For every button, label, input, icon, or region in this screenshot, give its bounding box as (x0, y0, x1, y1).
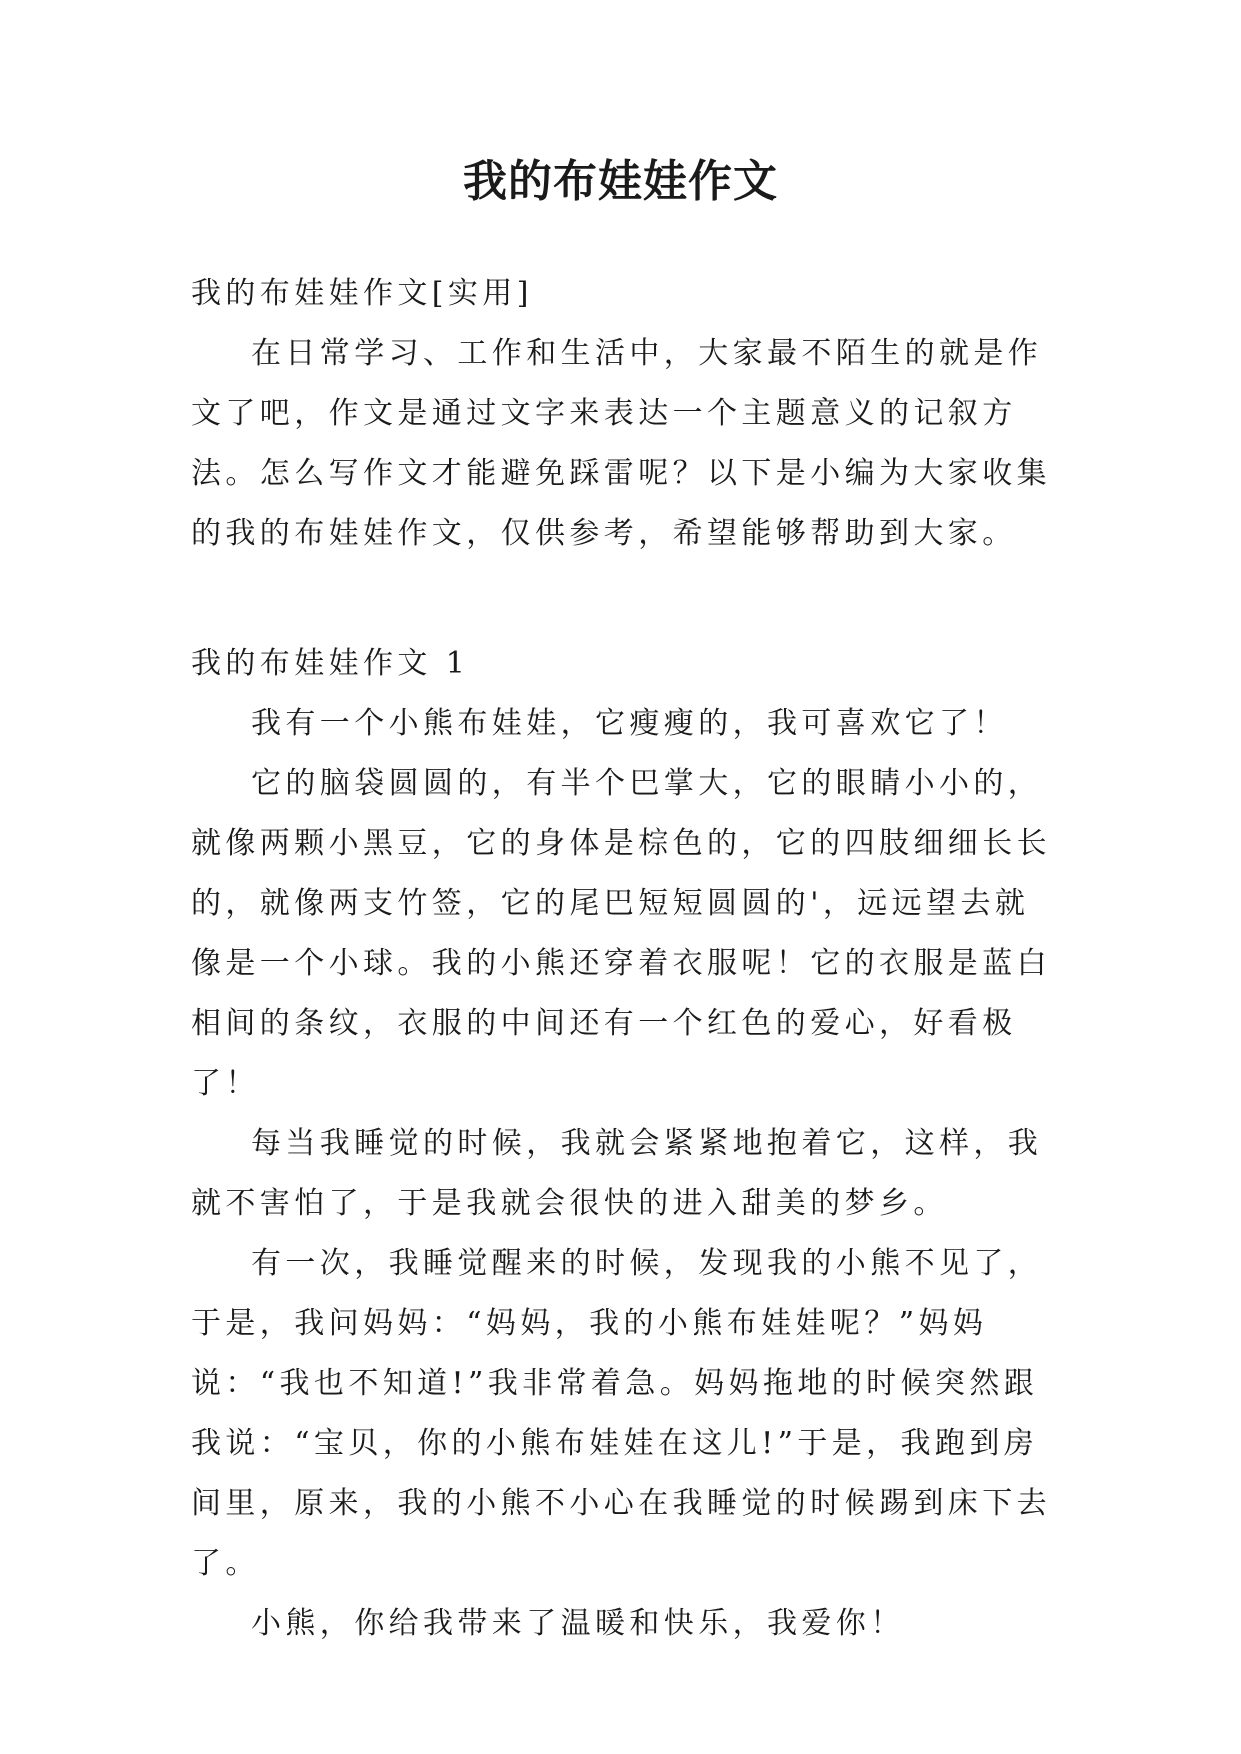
intro-subtitle: 我的布娃娃作文[实用] (191, 276, 533, 311)
essay-1-section (191, 634, 1063, 1654)
essay-1-paragraph-1: 我有一个小熊布娃娃，它瘦瘦的，我可喜欢它了！ (251, 706, 1008, 741)
essay-1-paragraph-2: 它的脑袋圆圆的，有半个巴掌大，它的眼睛小小的，就像两颗小黑豆，它的身体是棕色的，它的四肢细细长长的，就像两支竹签，它的尾巴短短圆圆的'，远远望去就像是一个小球。我的小熊还穿着衣服呢！它的衣服是蓝白相间的条纹，衣服的中间还有一个红色的爱心，好看极了！ (191, 766, 1051, 1101)
essay-1-heading: 我的布娃娃作文 1 (191, 646, 470, 681)
essay-1-paragraph-5: 小熊，你给我带来了温暖和快乐，我爱你！ (251, 1606, 905, 1641)
essay-1-paragraph-3: 每当我睡觉的时候，我就会紧紧地抱着它，这样，我就不害怕了，于是我就会很快的进入甜美的梦乡。 (191, 1126, 1043, 1221)
document-title: 我的布娃娃作文 (463, 156, 778, 207)
essay-1-paragraph-4: 有一次，我睡觉醒来的时候，发现我的小熊不见了，于是，我问妈妈：“妈妈，我的小熊布娃娃呢？”妈妈说：“我也不知道!”我非常着急。妈妈拖地的时候突然跟我说：“宝贝，你的小熊布娃娃在这儿!”于是，我跑到房间里，原来，我的小熊不小心在我睡觉的时候踢到床下去了。 (191, 1246, 1051, 1581)
intro-paragraph: 在日常学习、工作和生活中，大家最不陌生的就是作文了吧，作文是通过文字来表达一个主题意义的记叙方法。怎么写作文才能避免踩雷呢？以下是小编为大家收集的我的布娃娃作文，仅供参考，希望能够帮助到大家。 (191, 336, 1051, 551)
intro-section (191, 264, 1063, 564)
